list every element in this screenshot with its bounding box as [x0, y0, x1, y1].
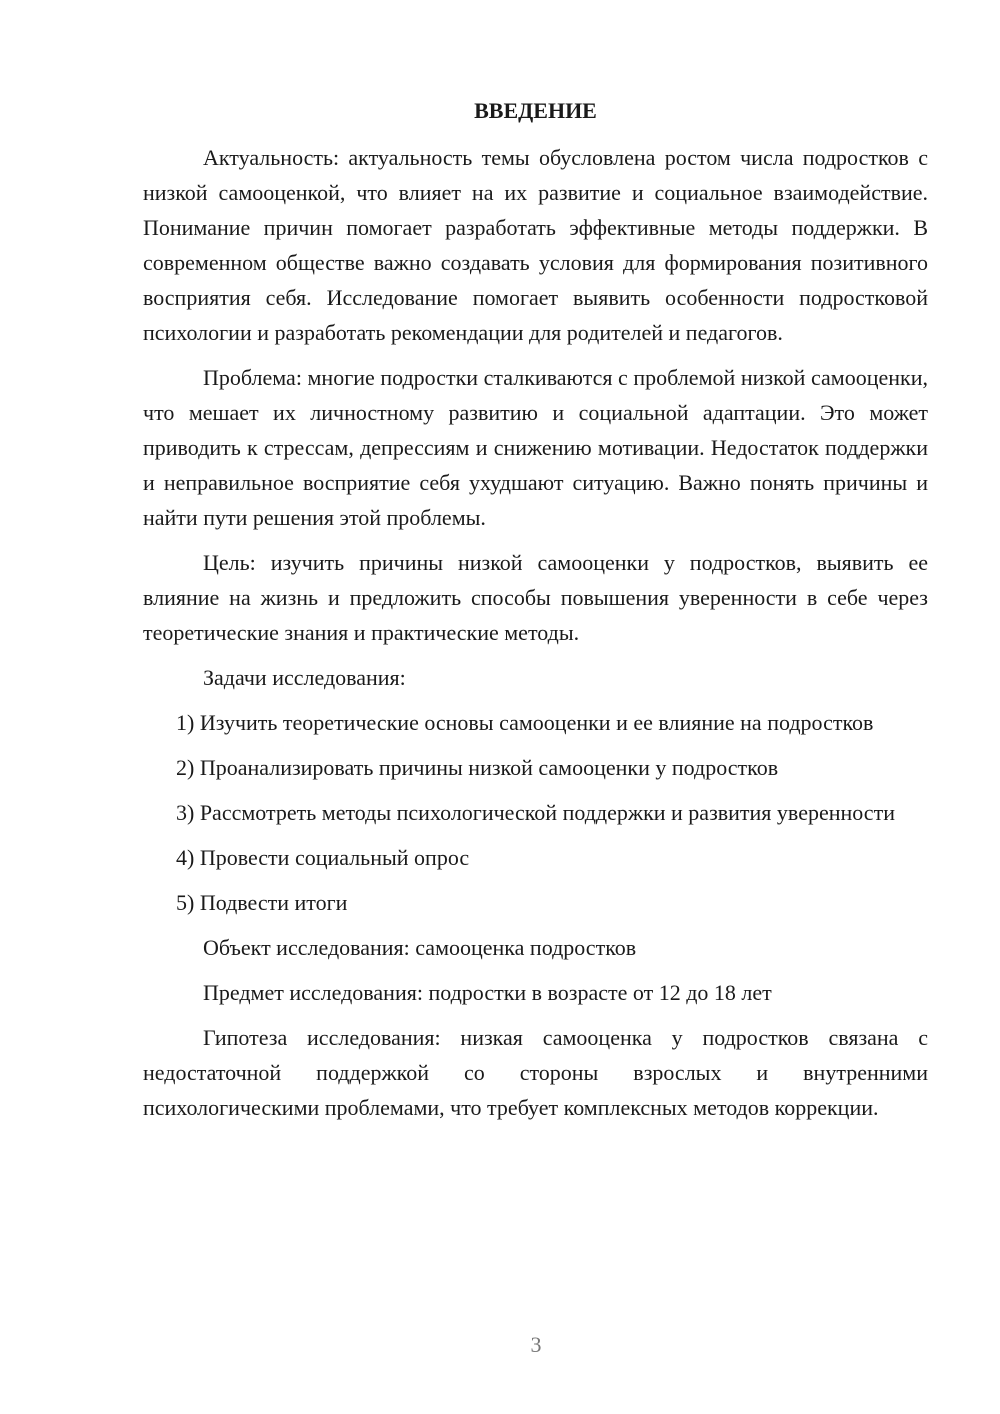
paragraph-hypothesis: Гипотеза исследования: низкая самооценка у подростков связана с недостаточной поддержкой со стороны взрослых и внутренними психологическими проблемами, что требует комплексных методов коррекции.: [143, 1025, 928, 1120]
page-title: ВВЕДЕНИЕ: [474, 98, 597, 123]
list-item: 3) Рассмотреть методы психологической поддержки и развития уверенности: [176, 800, 895, 825]
list-item: 2) Проанализировать причины низкой самооценки у подростков: [176, 755, 779, 780]
tasks-list: [143, 705, 928, 920]
paragraph-subject: Предмет исследования: подростки в возрасте от 12 до 18 лет: [203, 980, 772, 1005]
tasks-heading: Задачи исследования:: [203, 665, 406, 690]
paragraph-relevance: Актуальность: актуальность темы обусловлена ростом числа подростков с низкой самооценкой, что влияет на их развитие и социальное взаимодействие. Понимание причин помогает разработать эффективные методы поддержки. В современном обществе важно создавать условия для формирования позитивного восприятия себя. Исследование помогает выявить особенности подростковой психологии и разработать рекомендации для родителей и педагогов.: [143, 145, 928, 345]
paragraph-object: Объект исследования: самооценка подростков: [203, 935, 637, 960]
document-page: [143, 95, 928, 1135]
paragraph-problem: Проблема: многие подростки сталкиваются с проблемой низкой самооценки, что мешает их личностному развитию и социальной адаптации. Это может приводить к стрессам, депрессиям и снижению мотивации. Недостаток поддержки и неправильное восприятие себя ухудшают ситуацию. Важно понять причины и найти пути решения этой проблемы.: [143, 365, 928, 530]
page-number: 3: [530, 1332, 542, 1357]
paragraph-goal: Цель: изучить причины низкой самооценки у подростков, выявить ее влияние на жизнь и предложить способы повышения уверенности в себе через теоретические знания и практические методы.: [143, 550, 928, 645]
list-item: 1) Изучить теоретические основы самооценки и ее влияние на подростков: [176, 710, 874, 735]
list-item: 4) Провести социальный опрос: [176, 845, 470, 870]
list-item: 5) Подвести итоги: [176, 890, 348, 915]
